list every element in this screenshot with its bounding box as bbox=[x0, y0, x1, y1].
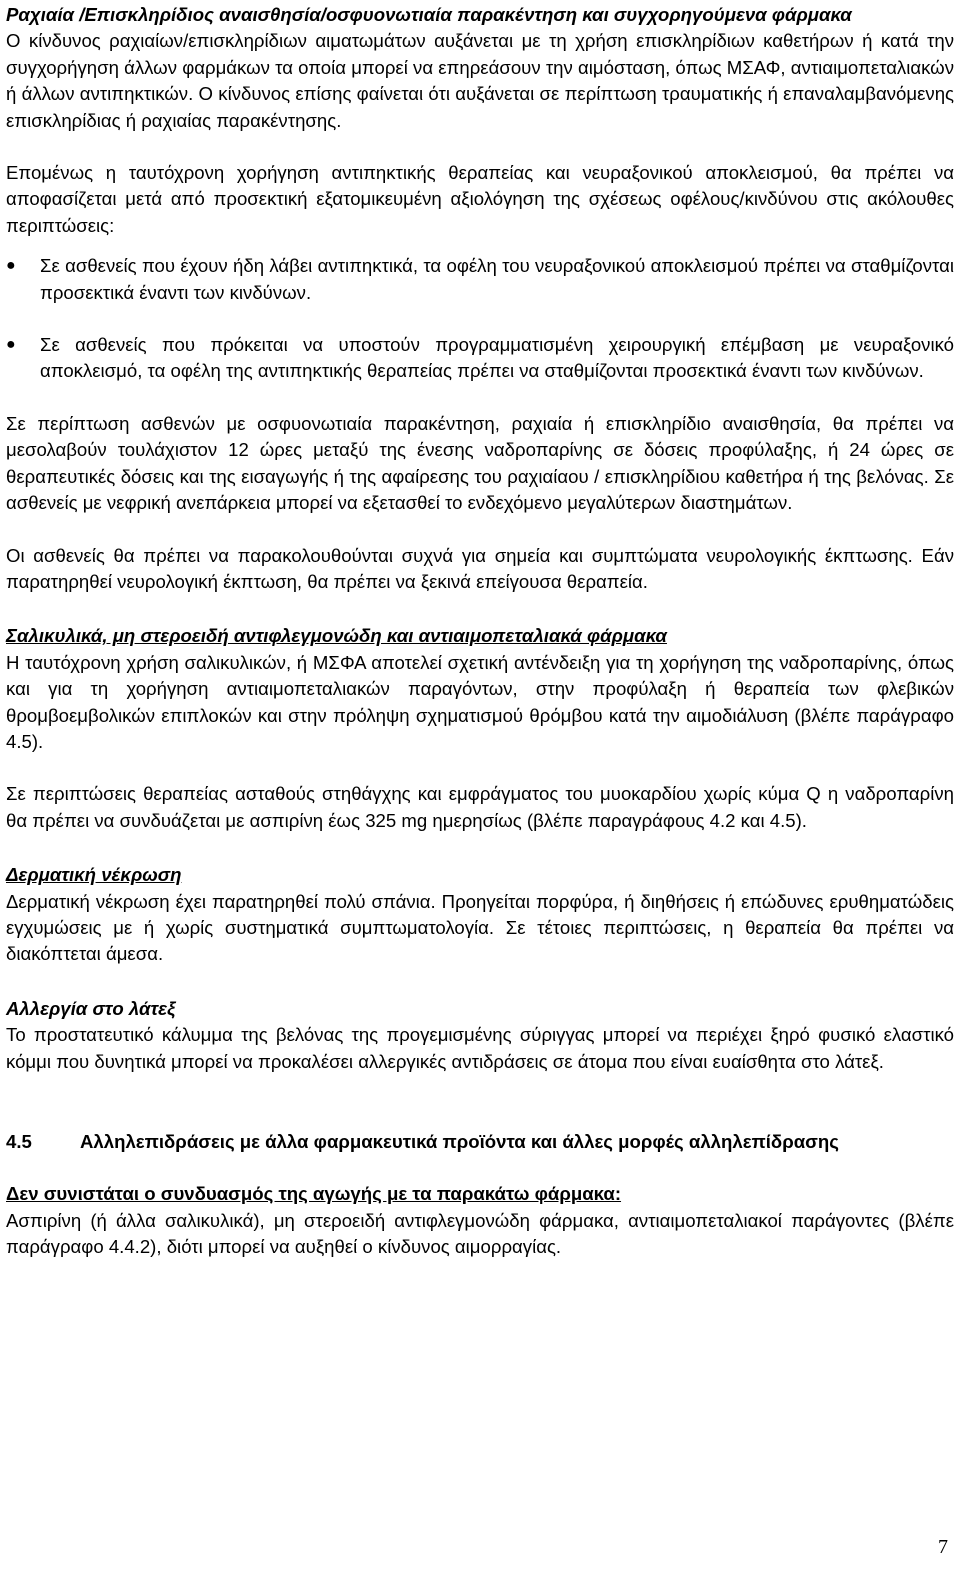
paragraph: Δερματική νέκρωση έχει παρατηρηθεί πολύ σπάνια. Προηγείται πορφύρα, ή διηθήσεις ή επώδυνες ερυθηματώδεις εγχυμώσεις με ή χωρίς συστηματικά συμπτωματολογία. Σε τέτοιες περιπτώσεις, η θεραπεία θα πρέπει να διακόπτεται άμεσα. bbox=[6, 890, 954, 965]
paragraph: Ασπιρίνη (ή άλλα σαλικυλικά), μη στεροειδή αντιφλεγμονώδη φάρμακα, αντιαιμοπεταλιακοί παράγοντες (βλέπε παράγραφο 4.4.2), διότι μπορεί να αυξηθεί ο κίνδυνος αιμορραγίας. bbox=[6, 1209, 954, 1258]
section-title: Αλληλεπιδράσεις με άλλα φαρμακευτικά προϊόντα και άλλες μορφές αλληλεπίδρασης bbox=[80, 1131, 839, 1152]
list-item bbox=[6, 253, 954, 306]
list-item-text: Σε ασθενείς που πρόκειται να υποστούν προγραμματισμένη χειρουργική επέμβαση με νευραξονικό αποκλεισμό, τα οφέλη της αντιπηκτικής θεραπείας πρέπει να σταθμίζονται προσεκτικά έναντι των κινδύνων. bbox=[40, 334, 954, 382]
section-title-4-5 bbox=[6, 1129, 954, 1155]
section-number: 4.5 bbox=[6, 1131, 32, 1152]
section-heading-latex: Αλλεργία στο λάτεξ bbox=[6, 997, 176, 1019]
bullet-icon: ● bbox=[6, 336, 16, 354]
bullet-list bbox=[6, 253, 954, 385]
paragraph: Το προστατευτικό κάλυμμα της βελόνας της προγεμισμένης σύριγγας μπορεί να περιέχει ξηρό φυσικό ελαστικό κόμμι που δυνητικά μπορεί να προκαλέσει αλλεργικές αντιδράσεις σε άτομα που είναι ευαίσθητα στο λάτεξ. bbox=[6, 1024, 954, 1072]
section-heading-necrosis: Δερματική νέκρωση bbox=[6, 864, 182, 886]
paragraph: Οι ασθενείς θα πρέπει να παρακολουθούνται συχνά για σημεία και συμπτώματα νευρολογικής έκπτωσης. Εάν παρατηρηθεί νευρολογική έκπτωση, θα πρέπει να ξεκινά επείγουσα θεραπεία. bbox=[6, 544, 954, 592]
bullet-icon: ● bbox=[6, 257, 16, 275]
paragraph: Σε περιπτώσεις θεραπείας ασταθούς στηθάγχης και εμφράγματος του μυοκαρδίου χωρίς κύμα Q η ναδροπαρίνη θα πρέπει να συνδυάζεται με ασπιρίνη έως 325 mg ημερησίως (βλέπε παραγράφους 4.2 και 4.5). bbox=[6, 783, 954, 831]
paragraph: Η ταυτόχρονη χρήση σαλικυλικών, ή ΜΣΦΑ αποτελεί σχετική αντένδειξη για τη χορήγηση της ναδροπαρίνης, όπως και για τη χορήγηση αντιαιμοπεταλιακών παραγόντων, στην προφύλαξη ή θεραπεία των φλεβικών θρομβοεμβολικών επιπλοκών και στην πρόληψη σχηματισμού θρόμβου κατά την αιμοδιάλυση (βλέπε παράγραφο 4.5). bbox=[6, 651, 954, 752]
section-heading-salicylates: Σαλικυλικά, μη στεροειδή αντιφλεγμονώδη και αντιαιμοπεταλιακά φάρμακα bbox=[6, 625, 667, 647]
section-subheading: Δεν συνιστάται ο συνδυασμός της αγωγής με τα παρακάτω φάρμακα: bbox=[6, 1183, 622, 1205]
section-heading-spinal: Ραχιαία /Επισκληρίδιος αναισθησία/οσφυονωτιαία παρακέντηση και συγχορηγούμενα φάρμακα bbox=[6, 4, 852, 25]
paragraph: Σε περίπτωση ασθενών με οσφυονωτιαία παρακέντηση, ραχιαία ή επισκληρίδιο αναισθησία, θα πρέπει να μεσολαβούν τουλάχιστον 12 ώρες μεταξύ της ένεσης ναδροπαρίνης σε δόσεις προφύλαξης, ή 24 ώρες σε θεραπευτικές δόσεις και της εισαγωγής ή της αφαίρεσης του ραχιαίαου / επισκληρίδιου καθετήρα ή της βελόνας. Σε ασθενείς με νεφρική ανεπάρκεια μπορεί να εξετασθεί το ενδεχόμενο μεγαλύτερων διαστημάτων. bbox=[6, 412, 954, 514]
paragraph: Ο κίνδυνος ραχιαίων/επισκληρίδιων αιματωμάτων αυξάνεται με τη χρήση επισκληρίδιων καθετήρων ή κατά την συγχορήγηση άλλων φαρμάκων τα οποία μπορεί να επηρεάσουν την αιμόσταση, όπως ΜΣΑΦ, αντιαιμοπεταλιακών ή άλλων αντιπηκτικών. Ο κίνδυνος επίσης φαίνεται ότι αυξάνεται σε περίπτωση τραυματικής ή επαναλαμβανόμενης επισκληρίδιας ή ραχιαίας παρακέντησης. bbox=[6, 30, 954, 131]
list-item-text: Σε ασθενείς που έχουν ήδη λάβει αντιπηκτικά, τα οφέλη του νευραξονικού αποκλεισμού πρέπει να σταθμίζονται προσεκτικά έναντι των κινδύνων. bbox=[40, 255, 954, 303]
document-page bbox=[6, 0, 954, 1261]
list-item bbox=[6, 332, 954, 385]
page-number: 7 bbox=[938, 1536, 948, 1558]
paragraph: Επομένως η ταυτόχρονη χορήγηση αντιπηκτικής θεραπείας και νευραξονικού αποκλεισμού, θα πρέπει να αποφασίζεται μετά από προσεκτική εξατομικευμένη αξιολόγηση της σχέσεως οφέλους/κινδύνου στις ακόλουθες περιπτώσεις: bbox=[6, 162, 954, 236]
